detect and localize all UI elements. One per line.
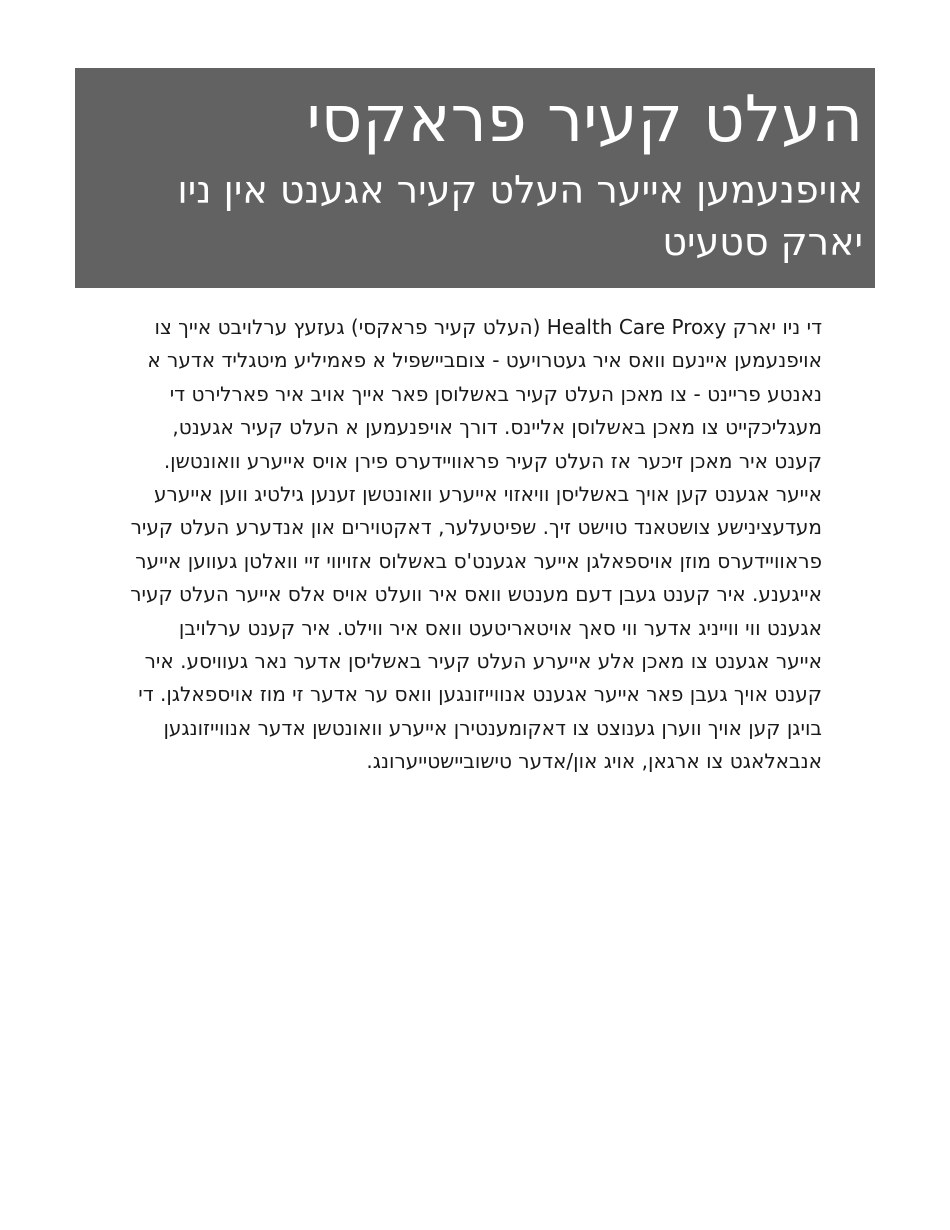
body-paragraph: די ניו יארק Health Care Proxy (העלט קעיר פראקסי) געזעץ ערלויבט אייך צו אויפנעמען איינעם וואס איר געטרויעט - צוםביישפיל א פאמיליע מיטגליד אדער א נאנטע פריינט - צו מאכן העלט קעיר באשלוסן פאר אייך אויב איר פארלירט די מעגליכקייט צו מאכן באשלוסן אליינס. דורך אויפנעמען א העלט קעיר אגענט, קענט איר מאכן זיכער אז העלט קעיר פראוויידערס פירן אויס אייערע וואונטשן. אייער אגענט קען אויך באשליסן וויאזוי אייערע וואונטשן זענען גילטיג ווען אייערע מעדעצינישע צושטאנד טוישט זיך. שפיטעלער, דאקטוירים און אנדערע העלט קעיר פראוויידערס מוזן אויספאלגן אייער אגענט'ס באשלוס אזויווי זיי וואלטן געווען אייער אייגענע. איר קענט געבן דעם מענטש וואס איר וועלט אויס אלס אייער העלט קעיר אגענט ווי ווייניג אדער ווי סאך אויטאריטעט וואס איר ווילט. איר קענט ערלויבן אייער אגענט צו מאכן אלע אייערע העלט קעיר באשליסן אדער נאר געוויסע. איר קענט אויך געבן פאר אייער אגענט אנווייזונגען וואס ער אדער זי מוז אויספאלגן. די בויגן קען אויך ווערן גענוצט צו דאקומענטירן אייערע וואונטשן אדער אנווייזונגען אנבאלאגט צו ארגאן, אויג און/אדער טישוביישטייערונג. [130,315,822,774]
page-subtitle: אויפנעמען אייער העלט קעיר אגענט אין ניו יארק סטעיט [177,168,863,264]
page-title: העלט קעיר פראקסי [306,83,863,157]
header-banner [75,68,875,288]
